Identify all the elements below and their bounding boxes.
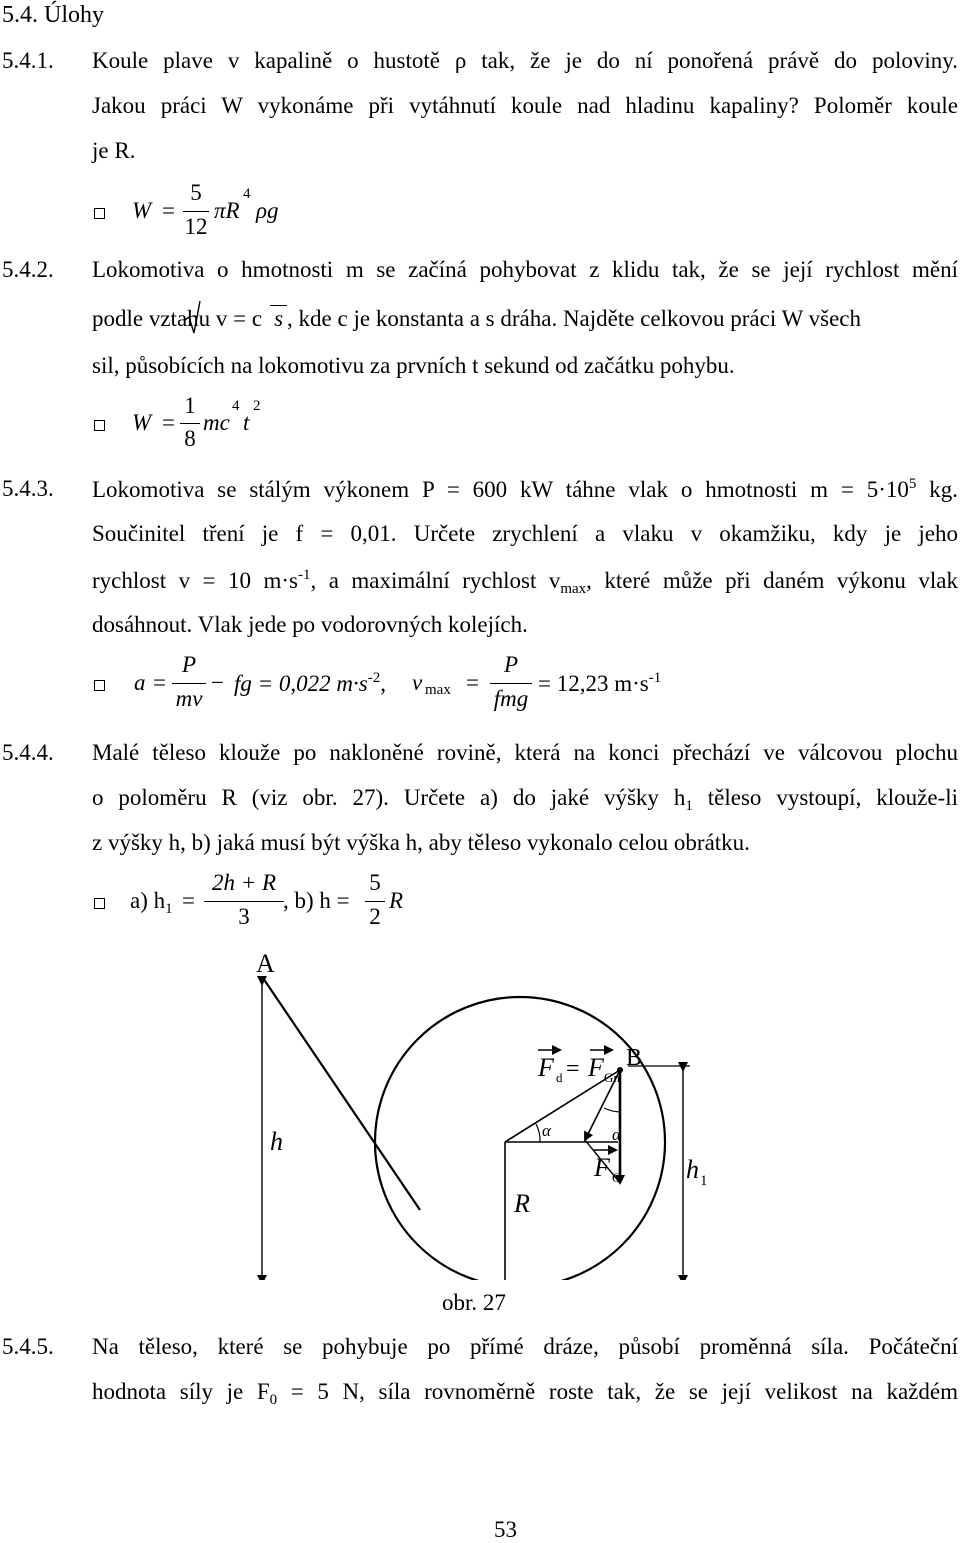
answer-exponent: 2 bbox=[253, 398, 261, 414]
fraction-numerator: 1 bbox=[184, 393, 196, 418]
label-equals: = bbox=[566, 1056, 580, 1082]
fraction-numerator: 2h + R bbox=[211, 870, 277, 895]
problem-number: 5.4.3. bbox=[2, 476, 54, 501]
answer-exponent: 4 bbox=[232, 398, 240, 414]
fraction-denominator: 12 bbox=[184, 214, 208, 239]
problem-text-line: je R. bbox=[92, 138, 136, 163]
answer-term: t bbox=[243, 410, 250, 435]
problem-number: 5.4.5. bbox=[2, 1334, 54, 1359]
fraction-numerator: 5 bbox=[369, 870, 381, 895]
problem-text-line: Malé těleso klouže po nakloněné rovině, která na konci přechází ve válcovou plochu bbox=[92, 740, 958, 765]
label-h1-sub: 1 bbox=[700, 1173, 708, 1189]
answer-eq: = bbox=[153, 670, 166, 695]
fraction-denominator: 2 bbox=[369, 904, 381, 929]
problem-text-line: dosáhnout. Vlak jede po vodorovných kolejích. bbox=[92, 612, 528, 637]
fraction-denominator: mv bbox=[175, 686, 203, 711]
problem-text-line: rychlost v = 10 $m\cdot s^{-1}$, a maximální rychlost $v_{max}$, které může při daném výkonu vlak bbox=[92, 567, 958, 597]
label-Fd: F bbox=[538, 1053, 554, 1082]
answer-bullet-icon bbox=[94, 680, 105, 691]
answer-part-b: , b) h = bbox=[283, 888, 350, 913]
answer-term: mc bbox=[203, 410, 230, 435]
problem-text-line: sil, působících na lokomotivu za prvních t sekund od začátku pohybu. bbox=[92, 353, 735, 378]
problem-number: 5.4.1. bbox=[2, 48, 54, 73]
section-title: 5.4. Úlohy bbox=[2, 2, 104, 28]
problem-text-line: z výšky h, b) jaká musí být výška h, aby těleso vykonalo celou obrátku. bbox=[92, 830, 750, 855]
problem-text-line: podle vztahu v = c s , kde c je konstanta a s dráha. Najděte celkovou práci W všech bbox=[92, 306, 861, 331]
problem-text-line: Součinitel tření je f = 0,01. Určete zrychlení a vlaku v okamžiku, kdy je jeho bbox=[92, 521, 958, 546]
label-FGn: F bbox=[588, 1053, 604, 1082]
answer-lhs: W bbox=[132, 198, 152, 223]
answer-result: fg = 0,022 $m\cdot s^{-2}$, bbox=[234, 670, 386, 696]
label-A: A bbox=[256, 949, 275, 978]
answer-lhs: a) $h_1$ bbox=[130, 888, 173, 917]
answer-result: = 12,23 $m\cdot s^{-1}$ bbox=[538, 670, 662, 696]
problem-text-line: Koule plave v kapalině o hustotě ρ tak, že je do ní ponořená právě do poloviny. bbox=[92, 48, 958, 73]
label-FG: F bbox=[594, 1153, 610, 1182]
fraction-numerator: P bbox=[181, 652, 197, 677]
label-h: h bbox=[270, 1127, 283, 1156]
label-h1: h bbox=[686, 1155, 699, 1184]
fraction-denominator: 3 bbox=[238, 904, 250, 929]
problem-text-line: Na těleso, které se pohybuje po přímé dráze, působí proměnná síla. Počáteční bbox=[92, 1334, 958, 1359]
label-FG-sub: G bbox=[612, 1170, 622, 1185]
answer-term: πR bbox=[214, 198, 240, 223]
fraction-denominator: 8 bbox=[184, 426, 196, 451]
fraction-bar bbox=[365, 901, 385, 902]
problem-number: 5.4.4. bbox=[2, 740, 54, 765]
sqrt-icon bbox=[184, 300, 202, 336]
figure-27 bbox=[0, 940, 960, 1280]
answer-lhs: v bbox=[412, 670, 423, 695]
fraction-numerator: P bbox=[503, 652, 519, 677]
problem-text-line: o poloměru R (viz obr. 27). Určete a) do jaké výšky $h_1$ těleso vystoupí, klouže-li bbox=[92, 785, 958, 814]
answer-exponent: 4 bbox=[243, 186, 251, 202]
label-Fd-sub: d bbox=[556, 1070, 563, 1085]
answer-minus: − bbox=[211, 670, 224, 695]
answer-subscript: max bbox=[425, 682, 451, 698]
fraction-bar bbox=[180, 423, 200, 424]
alpha-arc bbox=[536, 1124, 540, 1142]
answer-term: R bbox=[389, 888, 404, 913]
incline-line bbox=[263, 978, 420, 1210]
sqrt-radicand: s bbox=[270, 305, 287, 331]
label-alpha: α bbox=[612, 1125, 621, 1144]
label-B: B bbox=[626, 1045, 643, 1071]
problem-text-line: hodnota síly je $F_0 = 5$ N, síla rovnoměrně roste tak, že se její velikost na každém bbox=[92, 1379, 958, 1408]
answer-lhs: W bbox=[132, 410, 152, 435]
fraction-bar bbox=[490, 683, 532, 684]
label-R: R bbox=[514, 1189, 530, 1218]
fraction-bar bbox=[172, 683, 206, 684]
figure-caption: obr. 27 bbox=[442, 1290, 506, 1315]
answer-term: ρg bbox=[256, 198, 279, 223]
problem-number: 5.4.2. bbox=[2, 257, 54, 282]
loop-circle bbox=[375, 997, 665, 1280]
answer-eq: = bbox=[162, 198, 175, 223]
answer-bullet-icon bbox=[94, 420, 105, 431]
answer-eq: = bbox=[162, 410, 175, 435]
fraction-bar bbox=[204, 901, 284, 902]
fraction-denominator: fmg bbox=[493, 686, 529, 711]
label-alpha: α bbox=[542, 1121, 551, 1140]
answer-eq: = bbox=[466, 670, 479, 695]
answer-bullet-icon bbox=[94, 208, 105, 219]
problem-text-line: Lokomotiva se stálým výkonem P = 600 kW táhne vlak o hmotnosti $m = 5\cdot 10^5$ kg. bbox=[92, 476, 959, 502]
answer-lhs: a bbox=[134, 670, 146, 695]
alpha-arc bbox=[604, 1108, 620, 1112]
page-number: 53 bbox=[494, 1517, 517, 1542]
fraction-numerator: 5 bbox=[190, 180, 202, 205]
problem-text-line: Lokomotiva o hmotnosti m se začíná pohybovat z klidu tak, že se její rychlost mění bbox=[92, 257, 958, 282]
answer-bullet-icon bbox=[94, 898, 105, 909]
label-FGn-sub: Gn bbox=[604, 1070, 620, 1085]
answer-eq: = bbox=[182, 888, 195, 913]
fraction-bar bbox=[183, 211, 209, 212]
problem-text-line: Jakou práci W vykonáme při vytáhnutí koule nad hladinu kapaliny? Poloměr koule bbox=[92, 93, 958, 118]
